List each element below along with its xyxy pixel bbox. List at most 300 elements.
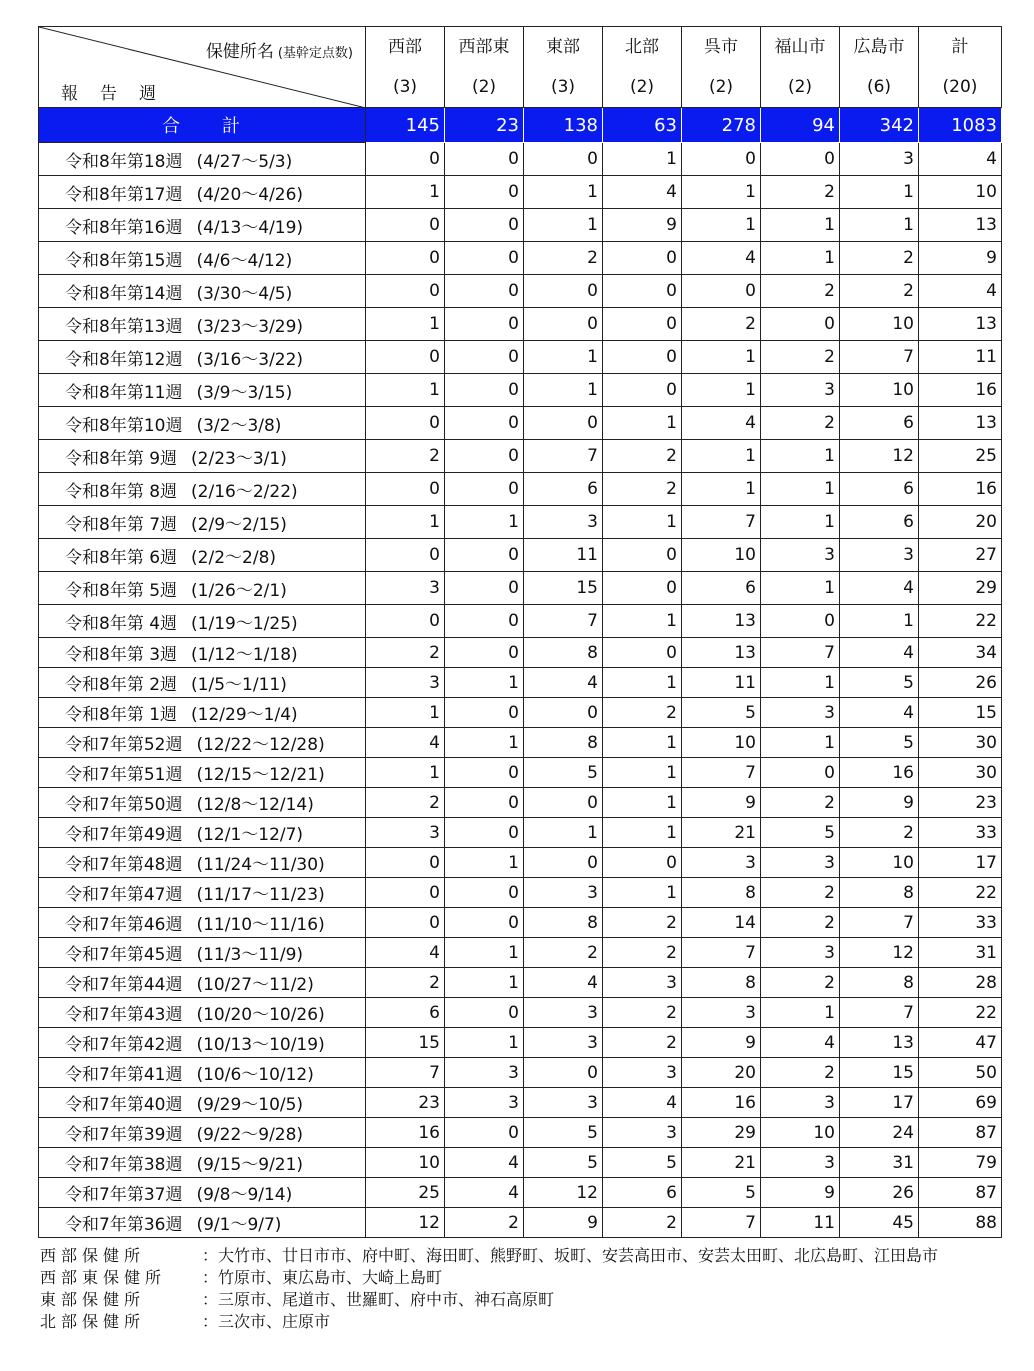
count-cell: 8: [524, 728, 603, 758]
table-row: [39, 440, 1002, 473]
table-row: [39, 473, 1002, 506]
count-cell: 0: [761, 308, 840, 341]
week-date-range: (4/13～4/19): [196, 217, 304, 238]
count-cell: 13: [682, 605, 761, 638]
table-row: [39, 1148, 1002, 1178]
count-cell: 3: [761, 848, 840, 878]
week-name: 令和7年第46週: [65, 915, 183, 935]
count-cell: 3: [524, 1028, 603, 1058]
count-cell: 9: [761, 1178, 840, 1208]
week-name: 令和8年第10週: [65, 415, 183, 436]
week-name: 令和8年第11週: [65, 382, 183, 403]
count-cell: 4: [445, 1148, 524, 1178]
week-date-range: (10/27～11/2): [196, 975, 314, 995]
count-cell: 0: [603, 848, 682, 878]
week-date-range: (1/19～1/25): [191, 613, 298, 634]
count-cell: 0: [524, 407, 603, 440]
week-label-cell: [39, 506, 366, 539]
table-row: [39, 1058, 1002, 1088]
count-cell: 1: [603, 143, 682, 176]
count-cell: 5: [840, 728, 919, 758]
week-name: 令和7年第50週: [65, 795, 183, 815]
count-cell: 1: [366, 308, 445, 341]
count-cell: 1: [366, 758, 445, 788]
count-cell: 2: [445, 1208, 524, 1238]
column-header-toubu: 東部 (3): [524, 27, 603, 108]
count-cell: 8: [524, 908, 603, 938]
count-cell: 10: [682, 539, 761, 572]
grand-total-value: 342: [840, 108, 919, 143]
count-cell: 8: [840, 878, 919, 908]
count-cell: 14: [682, 908, 761, 938]
count-cell: 26: [840, 1178, 919, 1208]
table-row: [39, 1028, 1002, 1058]
count-cell: 1: [761, 242, 840, 275]
count-cell: 2: [682, 308, 761, 341]
week-name: 令和8年第18週: [65, 151, 183, 172]
week-name: 令和8年第 3週: [65, 645, 178, 665]
count-cell: 4: [840, 638, 919, 668]
week-name: 令和7年第43週: [65, 1005, 183, 1025]
count-cell: 2: [761, 788, 840, 818]
count-cell: 0: [682, 143, 761, 176]
count-cell: 2: [603, 1208, 682, 1238]
count-cell: 2: [761, 176, 840, 209]
count-cell: 28: [919, 968, 1002, 998]
count-cell: 1: [366, 506, 445, 539]
table-row: [39, 758, 1002, 788]
week-date-range: (3/9～3/15): [196, 382, 293, 403]
count-cell: 3: [366, 572, 445, 605]
count-cell: 21: [682, 818, 761, 848]
note-line: [40, 1267, 938, 1289]
week-date-range: (2/16～2/22): [191, 481, 298, 502]
count-cell: 13: [919, 407, 1002, 440]
count-cell: 10: [682, 728, 761, 758]
count-cell: 1: [761, 440, 840, 473]
week-label-cell: [39, 176, 366, 209]
table-row: [39, 506, 1002, 539]
count-cell: 25: [366, 1178, 445, 1208]
week-name: 令和8年第 7週: [65, 514, 178, 535]
count-cell: 2: [761, 878, 840, 908]
count-cell: 3: [524, 506, 603, 539]
corner-bottom-label: 報告週: [61, 84, 178, 104]
count-cell: 4: [919, 275, 1002, 308]
note-municipalities: ：竹原市、東広島市、大崎上島町: [202, 1268, 443, 1287]
week-label-cell: [39, 818, 366, 848]
count-cell: 26: [919, 668, 1002, 698]
count-cell: 9: [682, 1028, 761, 1058]
count-cell: 1: [761, 473, 840, 506]
count-cell: 7: [682, 1208, 761, 1238]
week-name: 令和8年第14週: [65, 283, 183, 304]
week-label-cell: [39, 374, 366, 407]
count-cell: 0: [524, 308, 603, 341]
week-label-cell: [39, 440, 366, 473]
week-label-cell: [39, 728, 366, 758]
count-cell: 2: [761, 341, 840, 374]
count-cell: 1: [524, 341, 603, 374]
count-cell: 1: [445, 668, 524, 698]
count-cell: 6: [524, 473, 603, 506]
count-cell: 0: [366, 605, 445, 638]
count-cell: 0: [603, 374, 682, 407]
week-date-range: (12/22～12/28): [196, 735, 325, 755]
count-cell: 12: [840, 440, 919, 473]
count-cell: 4: [445, 1178, 524, 1208]
count-cell: 0: [445, 143, 524, 176]
note-health-center-name: 東部保健所: [40, 1290, 146, 1309]
table-row: [39, 605, 1002, 638]
count-cell: 1: [603, 758, 682, 788]
count-cell: 9: [524, 1208, 603, 1238]
count-cell: 2: [840, 242, 919, 275]
count-cell: 1: [682, 440, 761, 473]
count-cell: 15: [524, 572, 603, 605]
count-cell: 10: [840, 374, 919, 407]
table-row: [39, 698, 1002, 728]
week-date-range: (10/6～10/12): [196, 1065, 314, 1085]
count-cell: 2: [761, 275, 840, 308]
week-label-cell: [39, 275, 366, 308]
count-cell: 3: [840, 143, 919, 176]
count-cell: 11: [524, 539, 603, 572]
table-row: [39, 143, 1002, 176]
week-label-cell: [39, 242, 366, 275]
count-cell: 0: [603, 539, 682, 572]
count-cell: 0: [524, 848, 603, 878]
count-cell: 30: [919, 758, 1002, 788]
count-cell: 0: [524, 1058, 603, 1088]
count-cell: 2: [524, 242, 603, 275]
count-cell: 2: [366, 968, 445, 998]
count-cell: 0: [366, 539, 445, 572]
count-cell: 1: [603, 668, 682, 698]
week-label-cell: [39, 1148, 366, 1178]
count-cell: 0: [445, 758, 524, 788]
count-cell: 12: [366, 1208, 445, 1238]
count-cell: 2: [603, 998, 682, 1028]
week-label-cell: [39, 1178, 366, 1208]
count-cell: 2: [603, 440, 682, 473]
table-row: [39, 968, 1002, 998]
count-cell: 4: [524, 968, 603, 998]
count-cell: 2: [761, 407, 840, 440]
count-cell: 1: [603, 788, 682, 818]
count-cell: 31: [840, 1148, 919, 1178]
count-cell: 3: [682, 848, 761, 878]
count-cell: 0: [445, 698, 524, 728]
week-date-range: (11/24～11/30): [196, 855, 325, 875]
week-date-range: (10/13～10/19): [196, 1035, 325, 1055]
count-cell: 4: [366, 728, 445, 758]
count-cell: 2: [366, 440, 445, 473]
count-cell: 3: [445, 1058, 524, 1088]
count-cell: 1: [603, 605, 682, 638]
week-date-range: (3/16～3/22): [196, 349, 304, 370]
week-name: 令和8年第 8週: [65, 481, 178, 502]
grand-total-value: 23: [445, 108, 524, 143]
count-cell: 7: [524, 605, 603, 638]
count-cell: 0: [445, 605, 524, 638]
table-row: [39, 1118, 1002, 1148]
count-cell: 0: [682, 275, 761, 308]
count-cell: 6: [682, 572, 761, 605]
week-date-range: (1/12～1/18): [191, 645, 298, 665]
week-date-range: (12/15～12/21): [196, 765, 325, 785]
count-cell: 47: [919, 1028, 1002, 1058]
count-cell: 0: [761, 758, 840, 788]
count-cell: 50: [919, 1058, 1002, 1088]
count-cell: 0: [445, 209, 524, 242]
table-row: [39, 1178, 1002, 1208]
count-cell: 0: [366, 908, 445, 938]
week-label-cell: [39, 998, 366, 1028]
count-cell: 87: [919, 1178, 1002, 1208]
week-name: 令和7年第38週: [65, 1155, 183, 1175]
count-cell: 2: [840, 818, 919, 848]
count-cell: 7: [524, 440, 603, 473]
count-cell: 0: [524, 275, 603, 308]
table-row: [39, 878, 1002, 908]
count-cell: 17: [840, 1088, 919, 1118]
table-row: [39, 818, 1002, 848]
grand-total-value: 94: [761, 108, 840, 143]
table-row: [39, 572, 1002, 605]
week-label-cell: [39, 308, 366, 341]
count-cell: 4: [682, 407, 761, 440]
count-cell: 10: [366, 1148, 445, 1178]
count-cell: 0: [445, 473, 524, 506]
count-cell: 4: [366, 938, 445, 968]
week-name: 令和8年第12週: [65, 349, 183, 370]
count-cell: 1: [366, 374, 445, 407]
count-cell: 4: [524, 668, 603, 698]
count-cell: 3: [761, 1088, 840, 1118]
count-cell: 0: [445, 275, 524, 308]
count-cell: 9: [840, 788, 919, 818]
count-cell: 1: [445, 1028, 524, 1058]
week-name: 令和8年第 1週: [65, 705, 178, 725]
count-cell: 0: [445, 440, 524, 473]
week-label-cell: [39, 668, 366, 698]
week-date-range: (4/27～5/3): [196, 151, 293, 172]
week-label-cell: [39, 539, 366, 572]
week-label-cell: [39, 1118, 366, 1148]
count-cell: 16: [919, 473, 1002, 506]
count-cell: 8: [682, 878, 761, 908]
note-health-center-name: 北部保健所: [40, 1312, 146, 1331]
count-cell: 0: [445, 788, 524, 818]
week-date-range: (3/23～3/29): [196, 316, 304, 337]
count-cell: 1: [682, 374, 761, 407]
count-cell: 13: [682, 638, 761, 668]
count-cell: 15: [840, 1058, 919, 1088]
count-cell: 6: [603, 1178, 682, 1208]
count-cell: 3: [524, 878, 603, 908]
count-cell: 0: [524, 698, 603, 728]
count-cell: 1: [603, 878, 682, 908]
count-cell: 33: [919, 908, 1002, 938]
count-cell: 11: [761, 1208, 840, 1238]
table-row: [39, 998, 1002, 1028]
count-cell: 12: [524, 1178, 603, 1208]
week-date-range: (12/8～12/14): [196, 795, 314, 815]
count-cell: 1: [761, 506, 840, 539]
count-cell: 4: [761, 1028, 840, 1058]
count-cell: 22: [919, 605, 1002, 638]
count-cell: 0: [445, 908, 524, 938]
count-cell: 2: [366, 638, 445, 668]
count-cell: 1: [603, 818, 682, 848]
week-label-cell: [39, 968, 366, 998]
week-label-cell: [39, 209, 366, 242]
count-cell: 2: [603, 473, 682, 506]
count-cell: 3: [445, 1088, 524, 1118]
week-label-cell: [39, 788, 366, 818]
week-date-range: (9/22～9/28): [196, 1125, 304, 1145]
column-header-seibu-higashi: 西部東 (2): [445, 27, 524, 108]
week-date-range: (11/10～11/16): [196, 915, 325, 935]
week-name: 令和7年第45週: [65, 945, 183, 965]
note-municipalities: ：三原市、尾道市、世羅町、府中市、神石高原町: [202, 1290, 555, 1309]
grand-total-value: 138: [524, 108, 603, 143]
count-cell: 2: [603, 938, 682, 968]
count-cell: 9: [603, 209, 682, 242]
week-date-range: (2/2～2/8): [191, 547, 277, 568]
count-cell: 3: [761, 374, 840, 407]
week-name: 令和7年第42週: [65, 1035, 183, 1055]
week-label-cell: [39, 908, 366, 938]
count-cell: 3: [761, 539, 840, 572]
grand-total-value: 145: [366, 108, 445, 143]
count-cell: 1: [524, 374, 603, 407]
table-row: [39, 374, 1002, 407]
note-line: [40, 1289, 938, 1311]
count-cell: 0: [366, 878, 445, 908]
count-cell: 79: [919, 1148, 1002, 1178]
count-cell: 0: [445, 374, 524, 407]
count-cell: 16: [840, 758, 919, 788]
count-cell: 1: [682, 176, 761, 209]
table-row: [39, 848, 1002, 878]
count-cell: 0: [366, 848, 445, 878]
column-header-total: 計 (20): [919, 27, 1002, 108]
count-cell: 3: [761, 1148, 840, 1178]
count-cell: 0: [603, 308, 682, 341]
count-cell: 3: [366, 818, 445, 848]
count-cell: 3: [603, 1058, 682, 1088]
count-cell: 7: [840, 998, 919, 1028]
table-row: [39, 1208, 1002, 1238]
count-cell: 12: [840, 938, 919, 968]
week-label-cell: [39, 1208, 366, 1238]
count-cell: 5: [840, 668, 919, 698]
count-cell: 29: [682, 1118, 761, 1148]
week-label-cell: [39, 848, 366, 878]
week-label-cell: [39, 638, 366, 668]
count-cell: 9: [919, 242, 1002, 275]
count-cell: 0: [366, 275, 445, 308]
note-municipalities: ：大竹市、廿日市市、府中町、海田町、熊野町、坂町、安芸高田市、安芸太田町、北広島町、江田島市: [202, 1246, 939, 1265]
count-cell: 0: [445, 572, 524, 605]
count-cell: 15: [366, 1028, 445, 1058]
count-cell: 25: [919, 440, 1002, 473]
count-cell: 0: [366, 341, 445, 374]
week-name: 令和7年第47週: [65, 885, 183, 905]
week-date-range: (9/15～9/21): [196, 1155, 304, 1175]
count-cell: 2: [366, 788, 445, 818]
count-cell: 3: [603, 1118, 682, 1148]
note-line: [40, 1311, 938, 1333]
count-cell: 1: [445, 728, 524, 758]
count-cell: 1: [366, 698, 445, 728]
week-date-range: (3/30～4/5): [196, 283, 293, 304]
count-cell: 5: [524, 758, 603, 788]
count-cell: 1: [524, 818, 603, 848]
count-cell: 8: [524, 638, 603, 668]
week-name: 令和7年第52週: [65, 735, 183, 755]
count-cell: 0: [603, 638, 682, 668]
corner-top-label: 保健所名 (基幹定点数): [205, 42, 353, 62]
health-center-notes: [40, 1245, 938, 1333]
count-cell: 1: [445, 938, 524, 968]
week-label-cell: [39, 938, 366, 968]
count-cell: 45: [840, 1208, 919, 1238]
count-cell: 11: [682, 668, 761, 698]
week-date-range: (1/5～1/11): [191, 675, 287, 695]
table-row: [39, 668, 1002, 698]
note-health-center-name: 西部東保健所: [40, 1268, 167, 1287]
count-cell: 3: [761, 698, 840, 728]
week-label-cell: [39, 698, 366, 728]
week-name: 令和7年第40週: [65, 1095, 183, 1115]
surveillance-table-container: [38, 26, 1001, 1238]
count-cell: 5: [524, 1148, 603, 1178]
count-cell: 0: [366, 143, 445, 176]
table-row: [39, 341, 1002, 374]
table-row: [39, 209, 1002, 242]
note-line: [40, 1245, 938, 1267]
count-cell: 0: [445, 1118, 524, 1148]
count-cell: 7: [840, 341, 919, 374]
table-row: [39, 728, 1002, 758]
week-date-range: (2/9～2/15): [191, 514, 287, 535]
count-cell: 34: [919, 638, 1002, 668]
table-row: [39, 176, 1002, 209]
week-label-cell: [39, 1058, 366, 1088]
count-cell: 0: [761, 143, 840, 176]
count-cell: 69: [919, 1088, 1002, 1118]
count-cell: 30: [919, 728, 1002, 758]
week-date-range: (2/23～3/1): [191, 448, 287, 469]
count-cell: 3: [682, 998, 761, 1028]
week-name: 令和7年第49週: [65, 825, 183, 845]
count-cell: 4: [682, 242, 761, 275]
count-cell: 2: [524, 938, 603, 968]
week-label-cell: [39, 572, 366, 605]
count-cell: 0: [603, 572, 682, 605]
count-cell: 3: [366, 668, 445, 698]
week-name: 令和7年第37週: [65, 1185, 183, 1205]
week-name: 令和8年第16週: [65, 217, 183, 238]
table-row: [39, 638, 1002, 668]
table-row: [39, 539, 1002, 572]
count-cell: 17: [919, 848, 1002, 878]
count-cell: 0: [603, 341, 682, 374]
count-cell: 6: [840, 506, 919, 539]
